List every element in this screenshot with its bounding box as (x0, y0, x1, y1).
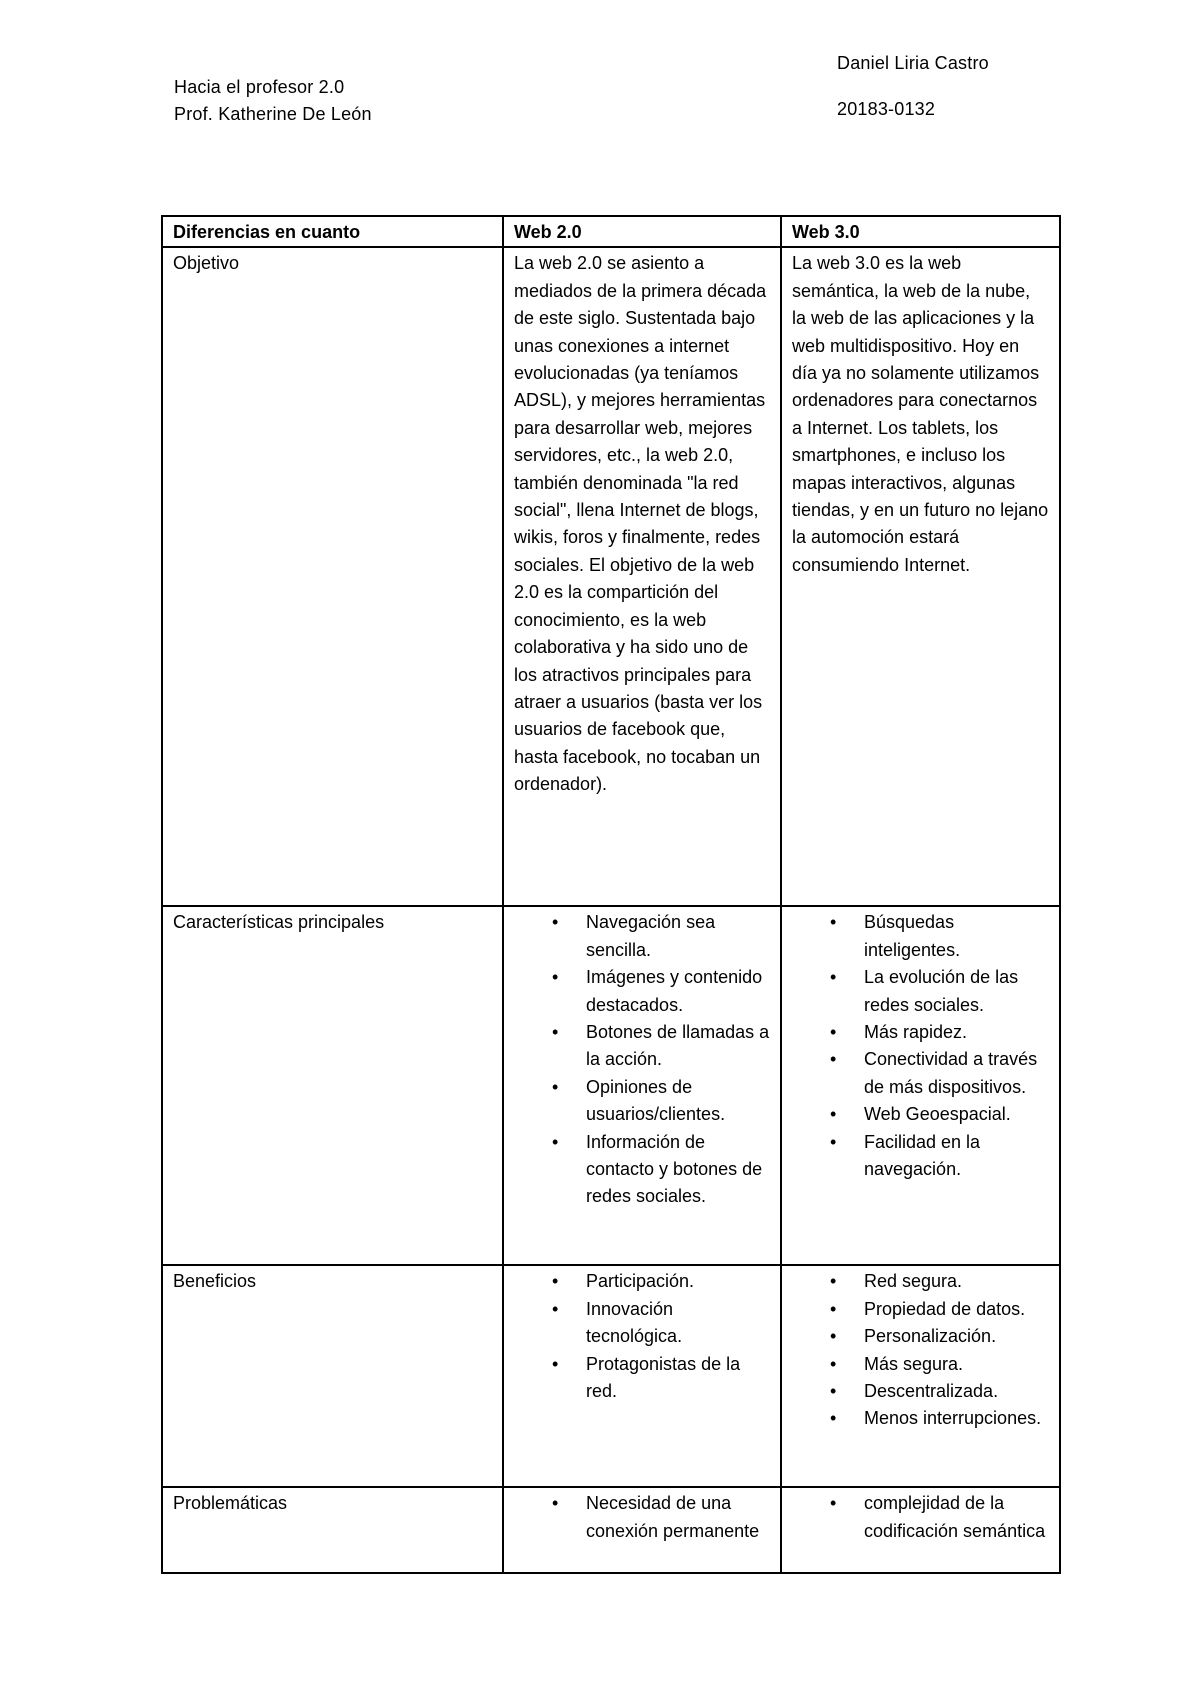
list-item: • Imágenes y contenido destacados. (514, 964, 770, 1019)
header-cell-web3: Web 3.0 (781, 216, 1060, 247)
list-item: • Protagonistas de la red. (514, 1351, 770, 1406)
list-item: • Más rapidez. (792, 1019, 1049, 1046)
problematicas-web3-cell (781, 1487, 1060, 1573)
beneficios-web3-list (792, 1268, 1049, 1432)
caracteristicas-web3-cell (781, 906, 1060, 1265)
header-cell-aspect: Diferencias en cuanto (162, 216, 503, 247)
beneficios-web2-cell (503, 1265, 781, 1487)
objetivo-web2-paragraph: La web 2.0 se asiento a mediados de la primera década de este siglo. Sustentada bajo unas conexiones a internet evolucionadas (ya teníamos ADSL), y mejores herramientas para desarrollar web, mejores servidores, etc., la web 2.0, también denominada "la red social", llena Internet de blogs, wikis, foros y finalmente, redes sociales. El objetivo de la web 2.0 es la compartición del conocimiento, es la web colaborativa y ha sido uno de los atractivos principales para atraer a usuarios (basta ver los usuarios de facebook que, hasta facebook, no tocaban un ordenador). (514, 253, 767, 795)
header-cell-web2: Web 2.0 (503, 216, 781, 247)
list-item: • Propiedad de datos. (792, 1296, 1049, 1323)
table-header-row (162, 216, 1060, 247)
table-row-problematicas (162, 1487, 1060, 1573)
list-item: • complejidad de la codificación semántica (792, 1490, 1049, 1545)
list-item: • La evolución de las redes sociales. (792, 964, 1049, 1019)
list-item: • Participación. (514, 1268, 770, 1295)
student-name: Daniel Liria Castro (837, 53, 989, 73)
caracteristicas-web3-list (792, 909, 1049, 1183)
caracteristicas-web2-list (514, 909, 770, 1210)
objetivo-web2-text (503, 247, 781, 906)
row-label-problematicas: Problemáticas (162, 1487, 503, 1573)
table-row-objetivo (162, 247, 1060, 906)
list-item: • Red segura. (792, 1268, 1049, 1295)
list-item: • Web Geoespacial. (792, 1101, 1049, 1128)
list-item: • Conectividad a través de más dispositivos. (792, 1046, 1049, 1101)
list-item: • Menos interrupciones. (792, 1405, 1049, 1432)
caracteristicas-web2-cell (503, 906, 781, 1265)
list-item: • Información de contacto y botones de redes sociales. (514, 1129, 770, 1211)
list-item: • Más segura. (792, 1351, 1049, 1378)
professor-name: Prof. Katherine De León (174, 104, 372, 124)
row-label-beneficios: Beneficios (162, 1265, 503, 1487)
list-item: • Personalización. (792, 1323, 1049, 1350)
list-item: • Botones de llamadas a la acción. (514, 1019, 770, 1074)
student-id: 20183-0132 (837, 99, 936, 119)
beneficios-web2-list (514, 1268, 770, 1405)
problematicas-web2-cell (503, 1487, 781, 1573)
problematicas-web3-list (792, 1490, 1049, 1545)
comparison-table (161, 215, 1061, 1574)
row-label-objetivo: Objetivo (162, 247, 503, 906)
list-item: • Facilidad en la navegación. (792, 1129, 1049, 1184)
objetivo-web3-paragraph: La web 3.0 es la web semántica, la web de la nube, la web de las aplicaciones y la web multidispositivo. Hoy en día ya no solamente utilizamos ordenadores para conectarnos a Internet. Los tablets, los smartphones, e incluso los mapas interactivos, algunas tiendas, y en un futuro no lejano la automoción estará consumiendo Internet. (792, 253, 1049, 575)
row-label-caracteristicas: Características principales (162, 906, 503, 1265)
table-row-caracteristicas (162, 906, 1060, 1265)
table-row-beneficios (162, 1265, 1060, 1487)
objetivo-web3-text (781, 247, 1060, 906)
course-title: Hacia el profesor 2.0 (174, 77, 345, 97)
list-item: • Opiniones de usuarios/clientes. (514, 1074, 770, 1129)
beneficios-web3-cell (781, 1265, 1060, 1487)
list-item: • Navegación sea sencilla. (514, 909, 770, 964)
list-item: • Necesidad de una conexión permanente (514, 1490, 770, 1545)
list-item: • Innovación tecnológica. (514, 1296, 770, 1351)
problematicas-web2-list (514, 1490, 770, 1545)
list-item: • Búsquedas inteligentes. (792, 909, 1049, 964)
list-item: • Descentralizada. (792, 1378, 1049, 1405)
